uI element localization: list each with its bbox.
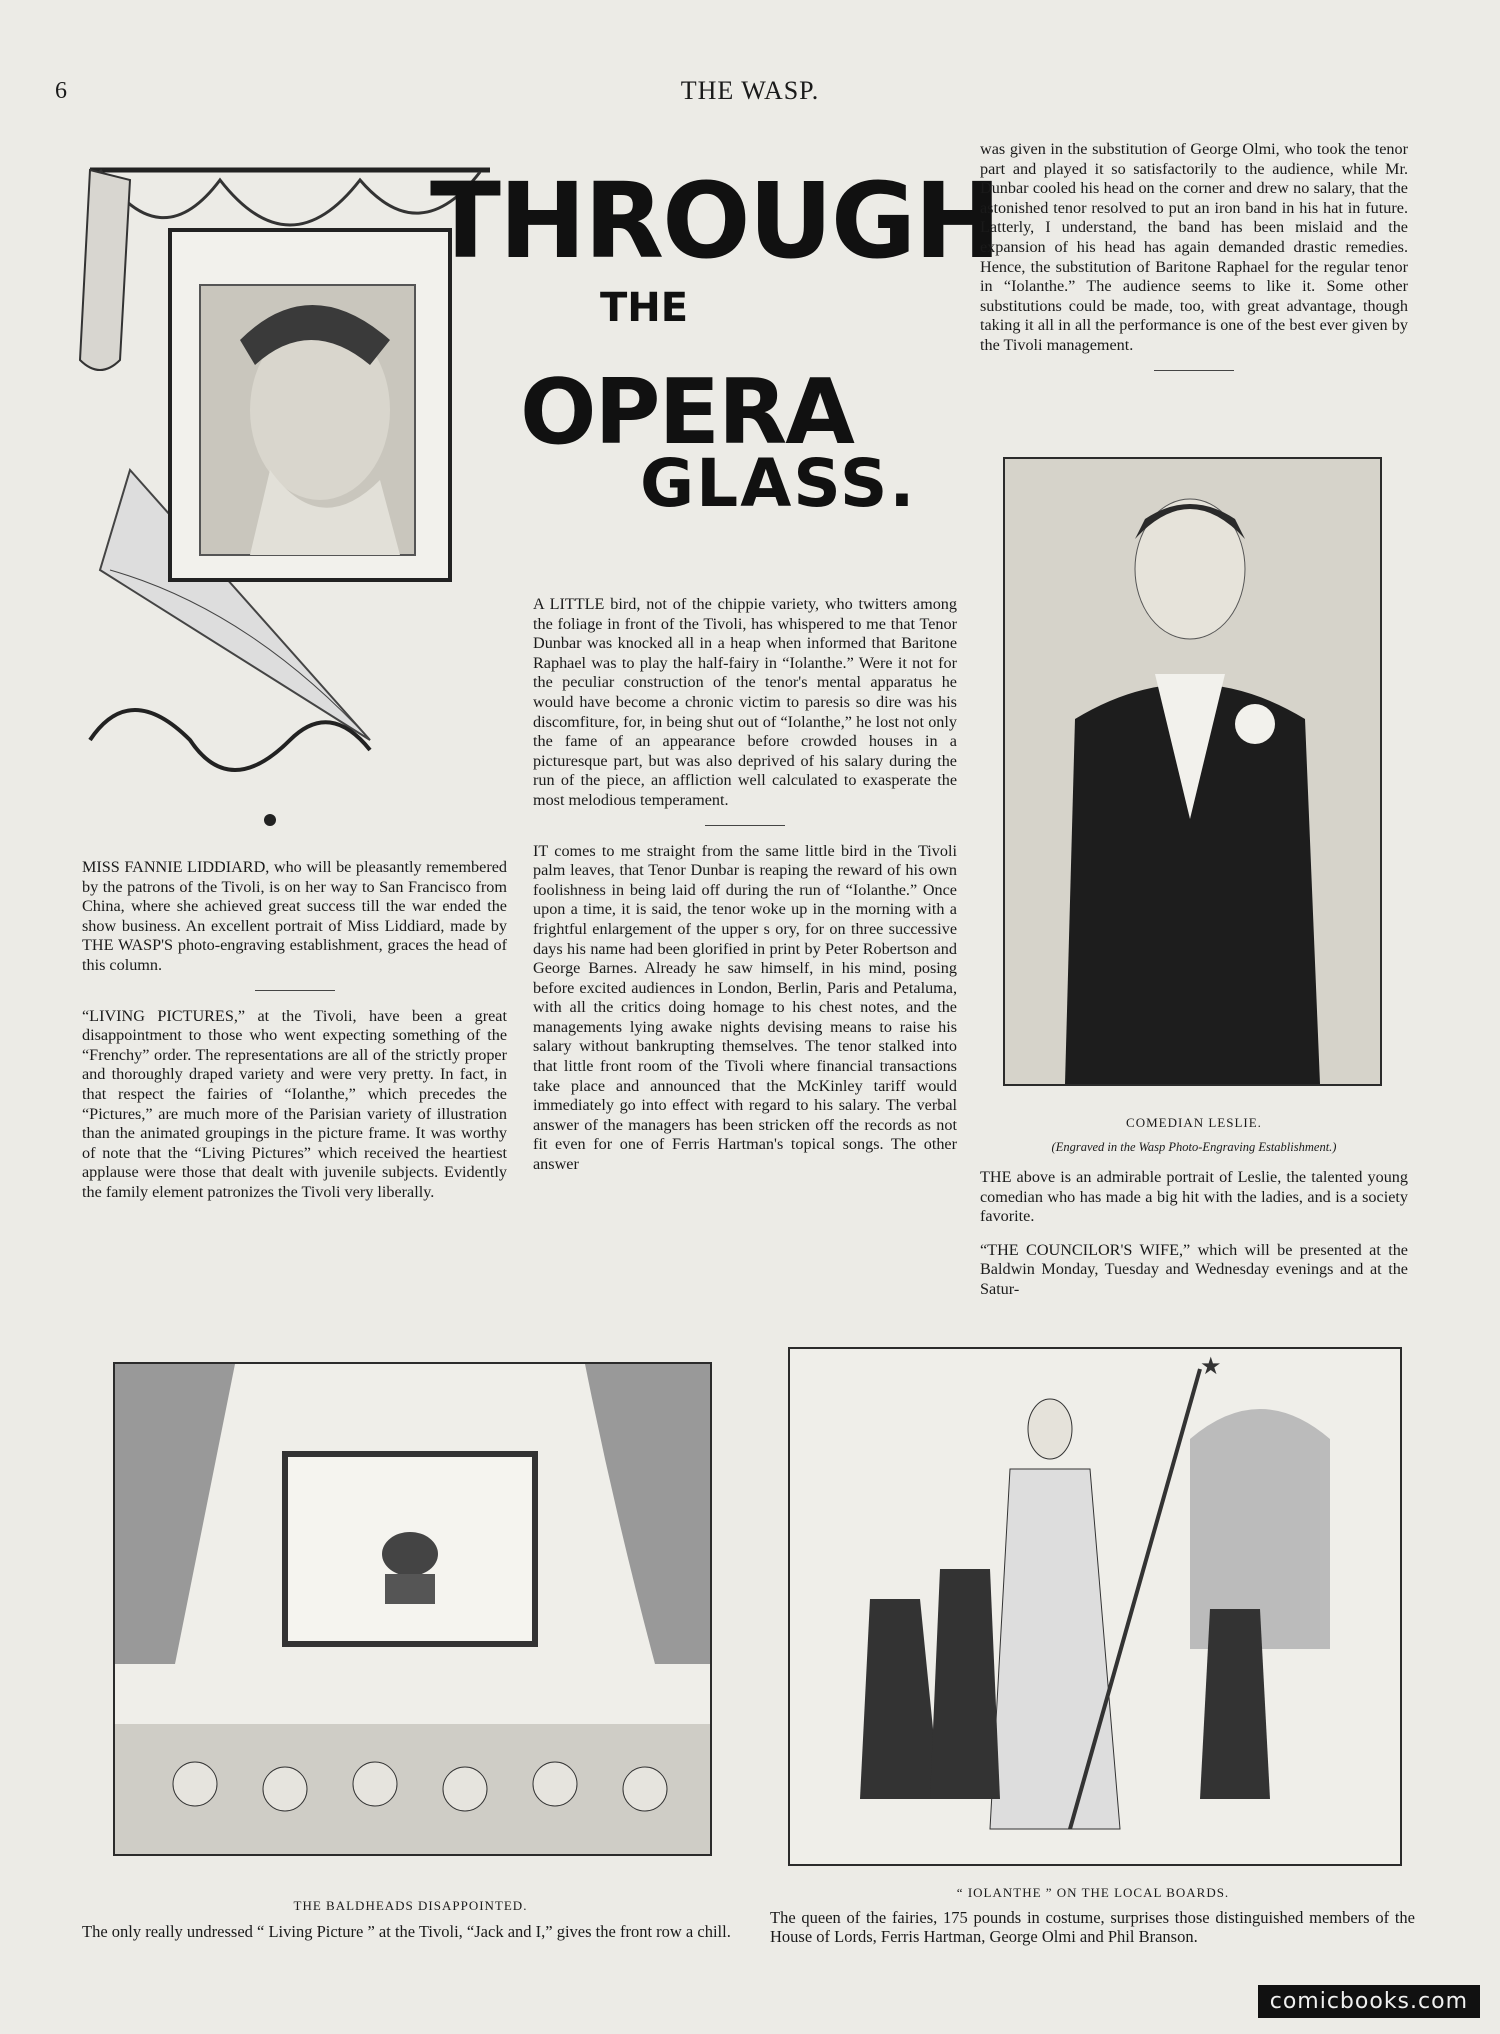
divider (1154, 370, 1234, 371)
caption-comedian-leslie: COMEDIAN LESLIE. (1126, 1115, 1262, 1130)
title-glass: GLASS. (640, 445, 917, 522)
article-substitution: was given in the substitution of George Olmi, who took the tenor part and played it so satisfactorily to the audience, while Mr. Dunbar cooled his head on the corner and drew no salary, that the astonished tenor resolved to put an iron band in his hat in future. Latterly, I understand, the band has been mislaid and the expansion of his head has again demanded drastic remedies. Hence, the substitution of Baritone Raphael for the regular tenor in “Iolanthe.” The audience seems to like it. Some other substitutions could be made, too, with great advantage, though taking it all in all the performance is one of the best ever given by the Tivoli management. (980, 140, 1408, 354)
credit-engraving: (Engraved in the Wasp Photo-Engraving Establishment.) (1051, 1140, 1337, 1154)
divider (705, 825, 785, 826)
photo-comedian-leslie (1003, 457, 1382, 1086)
svg-text:★: ★ (1200, 1354, 1222, 1380)
article-leslie: THE above is an admirable portrait of Leslie, the talented young comedian who has made a big hit with the ladies, and is a society favorite. (980, 1168, 1408, 1226)
title-through: THROUGH (430, 160, 1000, 282)
fairy-queen-icon (790, 1349, 1400, 1864)
portrait-man-icon (1005, 459, 1380, 1084)
text-iolanthe: The queen of the fairies, 175 pounds in costume, surprises those distinguished members of the House of Lords, Ferris Hartman, George Olmi and Phil Branson. (770, 1908, 1415, 1946)
watermark-logo: comicbooks.com (1258, 1985, 1480, 2018)
column-3 (980, 140, 1408, 387)
article-councilors-wife: “THE COUNCILOR'S WIFE,” which will be presented at the Baldwin Monday, Tuesday and Wednesday evenings and at the Satur- (980, 1240, 1408, 1298)
page-number: 6 (55, 78, 67, 104)
title-the: THE (600, 285, 689, 331)
text-baldheads: The only really undressed “ Living Picture ” at the Tivoli, “Jack and I,” gives the front row a chill. (82, 1922, 731, 1941)
article-living-pictures: “LIVING PICTURES,” at the Tivoli, have been a great disappointment to those who went expecting something of the “Frenchy” order. The representations are all of the strictly proper and thoroughly draped variety and were very pretty. In fact, in that respect the fairies of “Iolanthe,” which precedes the “Pictures,” are much more of the Parisian variety of illustration than the animated groupings in the picture frame. It was worthy of note that the “Living Pictures” which received the heartiest applause were those that dealt with juvenile subjects. Evidently the family element patronizes the Tivoli very liberally. (82, 1006, 507, 1201)
column-1 (82, 858, 507, 1217)
title-opera: OPERA (520, 360, 853, 465)
article-liddiard: MISS FANNIE LIDDIARD, who will be pleasantly remembered by the patrons of the Tivoli, is on her way to San Francisco from China, where she achieved great success till the war ended the show business. An excellent portrait of Miss Liddiard, made by THE WASP'S photo-engraving establishment, graces the head of this column. (82, 858, 507, 974)
divider (255, 990, 335, 991)
illustration-iolanthe (788, 1347, 1402, 1866)
caption-iolanthe: “ IOLANTHE ” ON THE LOCAL BOARDS. (956, 1885, 1230, 1900)
caption-baldheads: THE BALDHEADS DISAPPOINTED. (293, 1898, 528, 1913)
illustration-baldheads (113, 1362, 712, 1856)
article-tenor-dunbar: IT comes to me straight from the same little bird in the Tivoli palm leaves, that Tenor Dunbar is reaping the reward of his own foolishness in being laid off during the run of “Iolanthe.” Once upon a time, it is said, the tenor woke up in the morning with a frightful enlargement of the upper s ory, for on three successive days his name had been glorified in print by Peter Robertson and George Barnes. Already he saw himself, in his mind, posing before excited audiences in London, Berlin, Paris and Petaluma, with all the critics doing homage to his chest notes, and the managements lying awake nights devising means to raise his salary without bankrupting themselves. The tenor stalked into that little front room of the Tivoli where financial transactions take place and announced that the McKinley tariff would immediately go into effect with regard to his salary. The verbal answer of the managers has been stricken off the records as not fit even for one of Ferris Hartman's topical songs. The other answer (533, 841, 957, 1174)
article-little-bird: A LITTLE bird, not of the chippie variety, who twitters among the foliage in front of the Tivoli, has whispered to me that Tenor Dunbar was knocked all in a heap when informed that Baritone Raphael was to play the half-fairy in “Iolanthe.” Were it not for the peculiar construction of the tenor's mental apparatus he would have become a chronic victim to paresis so dire was his discomfiture, for, in being shut out of “Iolanthe,” he lost not only the fame of an appearance before crowded houses in a picturesque part, but was also deprived of his salary during the run of the piece, an affliction well calculated to exasperate the most melodious temperament. (533, 595, 957, 809)
masthead: THE WASP. (680, 76, 820, 105)
stage-scene-icon (115, 1364, 710, 1854)
column-2 (533, 595, 957, 1189)
column-3-lower (980, 1168, 1408, 1314)
